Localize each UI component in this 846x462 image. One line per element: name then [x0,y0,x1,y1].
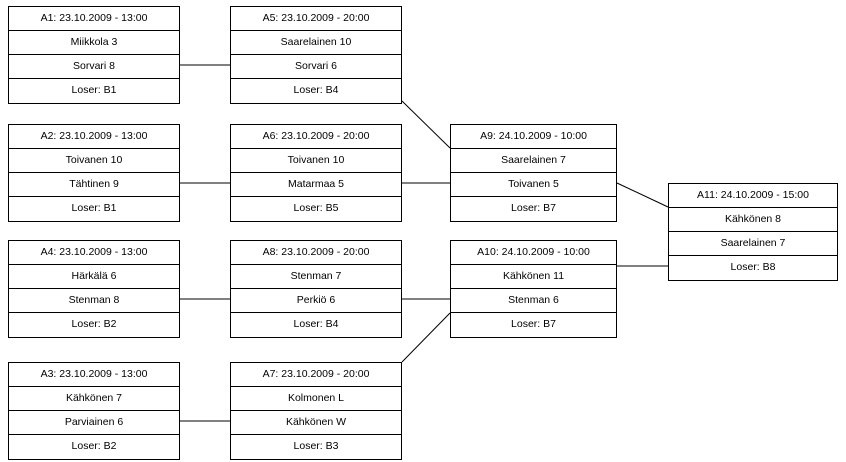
match-loser-dest: Loser: B3 [293,440,339,452]
match-loser-dest: Loser: B1 [71,84,117,96]
match-a6[interactable] [230,124,402,222]
match-player-2: Tähtinen 9 [9,173,179,197]
match-player-1: Kähkönen 11 [451,265,616,289]
match-player-2: Matarmaa 5 [231,173,401,197]
match-player-1: Stenman 7 [231,265,401,289]
match-player-1: Kolmonen L [231,387,401,411]
match-loser-dest: Loser: B5 [293,202,339,214]
match-header: A10: 24.10.2009 - 10:00 [451,241,616,265]
match-a2[interactable] [8,124,180,222]
match-header: A3: 23.10.2009 - 13:00 [9,363,179,387]
match-player-2: Kähkönen W [231,411,401,435]
match-header: A4: 23.10.2009 - 13:00 [9,241,179,265]
match-a9[interactable] [450,124,617,222]
match-player-2: Sorvari 8 [9,55,179,79]
match-player-2: Stenman 6 [451,289,616,313]
match-loser-dest: Loser: B4 [293,84,339,96]
match-header: A2: 23.10.2009 - 13:00 [9,125,179,149]
match-player-2: Saarelainen 7 [669,232,837,256]
match-player-2: Sorvari 6 [231,55,401,79]
match-player-1: Toivanen 10 [9,149,179,173]
match-header: A9: 24.10.2009 - 10:00 [451,125,616,149]
match-a1[interactable] [8,6,180,104]
match-player-2: Perkiö 6 [231,289,401,313]
match-loser-dest: Loser: B7 [511,318,556,330]
match-a4[interactable] [8,240,180,338]
match-a10[interactable] [450,240,617,338]
match-player-1: Härkälä 6 [9,265,179,289]
match-loser-dest: Loser: B8 [730,261,776,273]
match-header: A5: 23.10.2009 - 20:00 [231,7,401,31]
match-header: A6: 23.10.2009 - 20:00 [231,125,401,149]
match-player-1: Saarelainen 7 [451,149,616,173]
match-player-1: Toivanen 10 [231,149,401,173]
match-header: A7: 23.10.2009 - 20:00 [231,363,401,387]
match-header: A1: 23.10.2009 - 13:00 [9,7,179,31]
match-player-1: Saarelainen 10 [231,31,401,55]
match-a3[interactable] [8,362,180,460]
match-loser-dest: Loser: B2 [71,440,117,452]
match-loser-dest: Loser: B4 [293,318,339,330]
match-loser-dest: Loser: B1 [71,202,117,214]
match-player-1: Kähkönen 8 [669,208,837,232]
match-a11[interactable] [668,183,838,281]
match-player-2: Toivanen 5 [451,173,616,197]
match-a5[interactable] [230,6,402,104]
match-player-2: Parviainen 6 [9,411,179,435]
match-player-1: Kähkönen 7 [9,387,179,411]
match-header: A11: 24.10.2009 - 15:00 [669,184,837,208]
match-loser-dest: Loser: B7 [511,202,556,214]
match-a8[interactable] [230,240,402,338]
match-loser-dest: Loser: B2 [71,318,117,330]
match-header: A8: 23.10.2009 - 20:00 [231,241,401,265]
match-player-2: Stenman 8 [9,289,179,313]
match-a7[interactable] [230,362,402,460]
match-player-1: Miikkola 3 [9,31,179,55]
